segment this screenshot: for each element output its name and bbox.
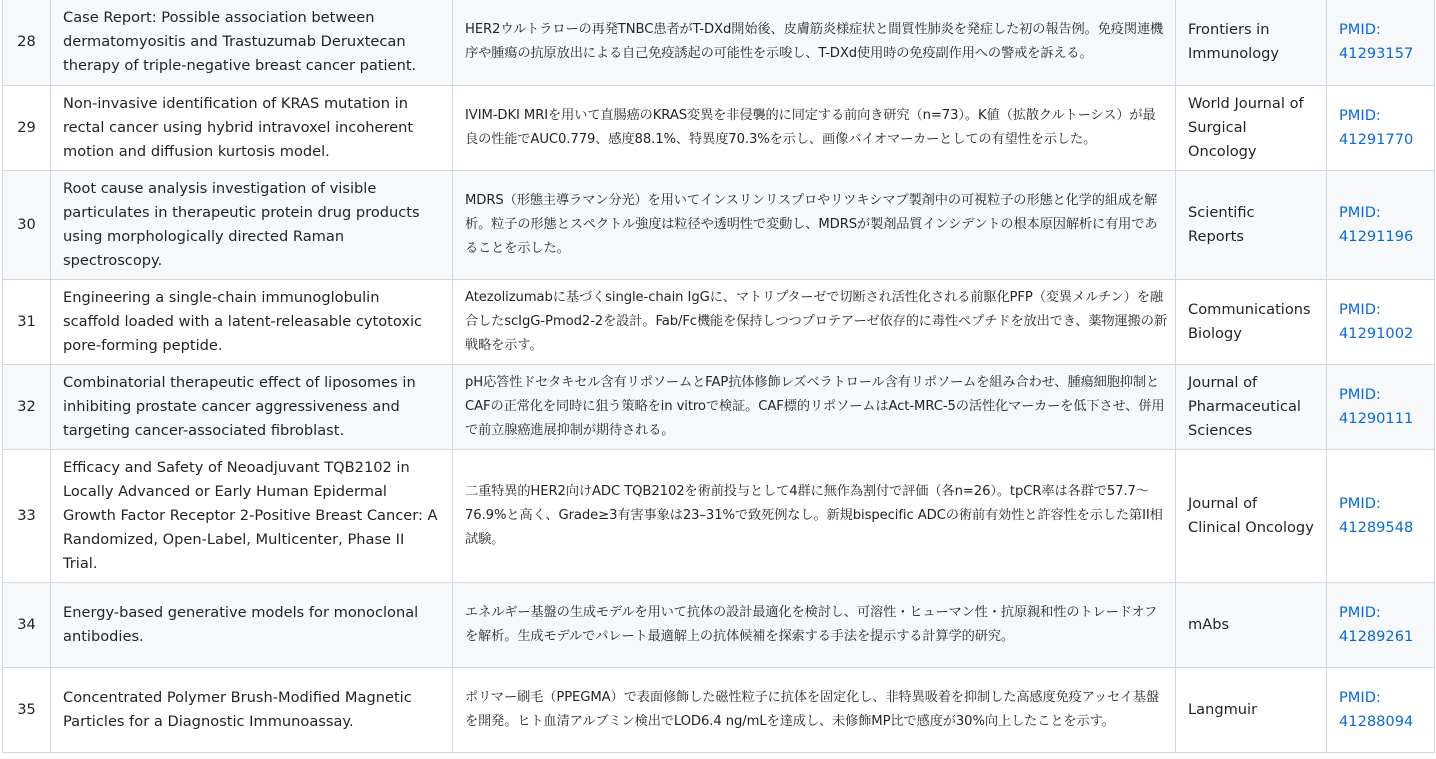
table-row	[3, 365, 1435, 450]
pmid-link[interactable]: PMID: 41290111	[1339, 386, 1414, 427]
pmid-link[interactable]: PMID: 41289548	[1339, 495, 1414, 536]
table-row	[3, 450, 1435, 583]
paper-summary: エネルギー基盤の生成モデルを用いて抗体の設計最適化を検討し、可溶性・ヒューマン性・抗原親和性のトレードオフを解析。生成モデルでパレート最適解上の抗体候補を探索する手法を提示する計算学的研究。	[453, 583, 1176, 668]
paper-summary: 二重特異的HER2向けADC TQB2102を術前投与として4群に無作為割付で評価（各n=26）。tpCR率は各群で57.7〜76.9%と高く、Grade≥3有害事象は23–31%で致死例なし。新規bispecific ADCの術前有効性と許容性を示した第II相試験。	[453, 450, 1176, 583]
pmid-cell	[1327, 365, 1435, 450]
paper-title: Non-invasive identification of KRAS mutation in rectal cancer using hybrid intravoxel incoherent motion and diffusion kurtosis model.	[51, 86, 453, 171]
pmid-cell	[1327, 450, 1435, 583]
journal-name: mAbs	[1176, 583, 1327, 668]
row-number: 34	[3, 583, 51, 668]
paper-title: Energy-based generative models for monoclonal antibodies.	[51, 583, 453, 668]
row-number: 35	[3, 668, 51, 753]
pmid-link[interactable]: PMID: 41293157	[1339, 21, 1414, 62]
paper-summary: MDRS（形態主導ラマン分光）を用いてインスリンリスプロやリツキシマブ製剤中の可視粒子の形態と化学的組成を解析。粒子の形態とスペクトル強度は粒径や透明性で変動し、MDRSが製剤品質インシデントの根本原因解析に有用であることを示した。	[453, 171, 1176, 280]
table-row	[3, 280, 1435, 365]
paper-summary: ポリマー刷毛（PPEGMA）で表面修飾した磁性粒子に抗体を固定化し、非特異吸着を抑制した高感度免疫アッセイ基盤を開発。ヒト血清アルブミン検出でLOD6.4 ng/mLを達成し、未修飾MP比で感度が30%向上したことを示す。	[453, 668, 1176, 753]
paper-title: Combinatorial therapeutic effect of liposomes in inhibiting prostate cancer aggressiveness and targeting cancer-associated fibroblast.	[51, 365, 453, 450]
pmid-link[interactable]: PMID: 41291002	[1339, 301, 1414, 342]
table-row	[3, 86, 1435, 171]
paper-title: Engineering a single-chain immunoglobulin scaffold loaded with a latent-releasable cytotoxic pore-forming peptide.	[51, 280, 453, 365]
row-number: 32	[3, 365, 51, 450]
pmid-cell	[1327, 668, 1435, 753]
pmid-cell	[1327, 0, 1435, 86]
journal-name: Communications Biology	[1176, 280, 1327, 365]
paper-title: Root cause analysis investigation of visible particulates in therapeutic protein drug products using morphologically directed Raman spectroscopy.	[51, 171, 453, 280]
journal-name: Scientific Reports	[1176, 171, 1327, 280]
table-row	[3, 583, 1435, 668]
pmid-link[interactable]: PMID: 41291196	[1339, 204, 1414, 245]
paper-title: Concentrated Polymer Brush-Modified Magnetic Particles for a Diagnostic Immunoassay.	[51, 668, 453, 753]
paper-summary: pH応答性ドセタキセル含有リポソームとFAP抗体修飾レズベラトロール含有リポソームを組み合わせ、腫瘍細胞抑制とCAFの正常化を同時に狙う策略をin vitroで検証。CAF標的リポソームはAct-MRC-5の活性化マーカーを低下させ、併用で前立腺癌進展抑制が期待される。	[453, 365, 1176, 450]
pmid-link[interactable]: PMID: 41288094	[1339, 689, 1414, 730]
pmid-cell	[1327, 171, 1435, 280]
row-number: 30	[3, 171, 51, 280]
journal-name: Frontiers in Immunology	[1176, 0, 1327, 86]
journal-name: Journal of Pharmaceutical Sciences	[1176, 365, 1327, 450]
journal-name: Langmuir	[1176, 668, 1327, 753]
table-row	[3, 668, 1435, 753]
pmid-link[interactable]: PMID: 41291770	[1339, 107, 1414, 148]
table-row	[3, 171, 1435, 280]
journal-name: Journal of Clinical Oncology	[1176, 450, 1327, 583]
row-number: 29	[3, 86, 51, 171]
pmid-link[interactable]: PMID: 41289261	[1339, 604, 1414, 645]
row-number: 31	[3, 280, 51, 365]
paper-summary: Atezolizumabに基づくsingle-chain IgGに、マトリプターゼで切断され活性化される前駆化PFP（変異メルチン）を融合したscIgG-Pmod2-2を設計。Fab/Fc機能を保持しつつプロテアーゼ依存的に毒性ペプチドを放出でき、薬物運搬の新戦略を示す。	[453, 280, 1176, 365]
papers-table	[2, 0, 1435, 753]
paper-summary: HER2ウルトラローの再発TNBC患者がT-DXd開始後、皮膚筋炎様症状と間質性肺炎を発症した初の報告例。免疫関連機序や腫瘍の抗原放出による自己免疫誘起の可能性を示唆し、T-DXd使用時の免疫副作用への警戒を訴える。	[453, 0, 1176, 86]
table-row	[3, 0, 1435, 86]
pmid-cell	[1327, 583, 1435, 668]
paper-summary: IVIM-DKI MRIを用いて直腸癌のKRAS変異を非侵襲的に同定する前向き研究（n=73）。K値（拡散クルトーシス）が最良の性能でAUC0.779、感度88.1%、特異度70.3%を示し、画像バイオマーカーとしての有望性を示した。	[453, 86, 1176, 171]
paper-title: Efficacy and Safety of Neoadjuvant TQB2102 in Locally Advanced or Early Human Epidermal Growth Factor Receptor 2-Positive Breast Cancer: A Randomized, Open-Label, Multicenter, Phase II Trial.	[51, 450, 453, 583]
paper-title: Case Report: Possible association between dermatomyositis and Trastuzumab Deruxtecan therapy of triple-negative breast cancer patient.	[51, 0, 453, 86]
row-number: 28	[3, 0, 51, 86]
journal-name: World Journal of Surgical Oncology	[1176, 86, 1327, 171]
row-number: 33	[3, 450, 51, 583]
pmid-cell	[1327, 86, 1435, 171]
pmid-cell	[1327, 280, 1435, 365]
